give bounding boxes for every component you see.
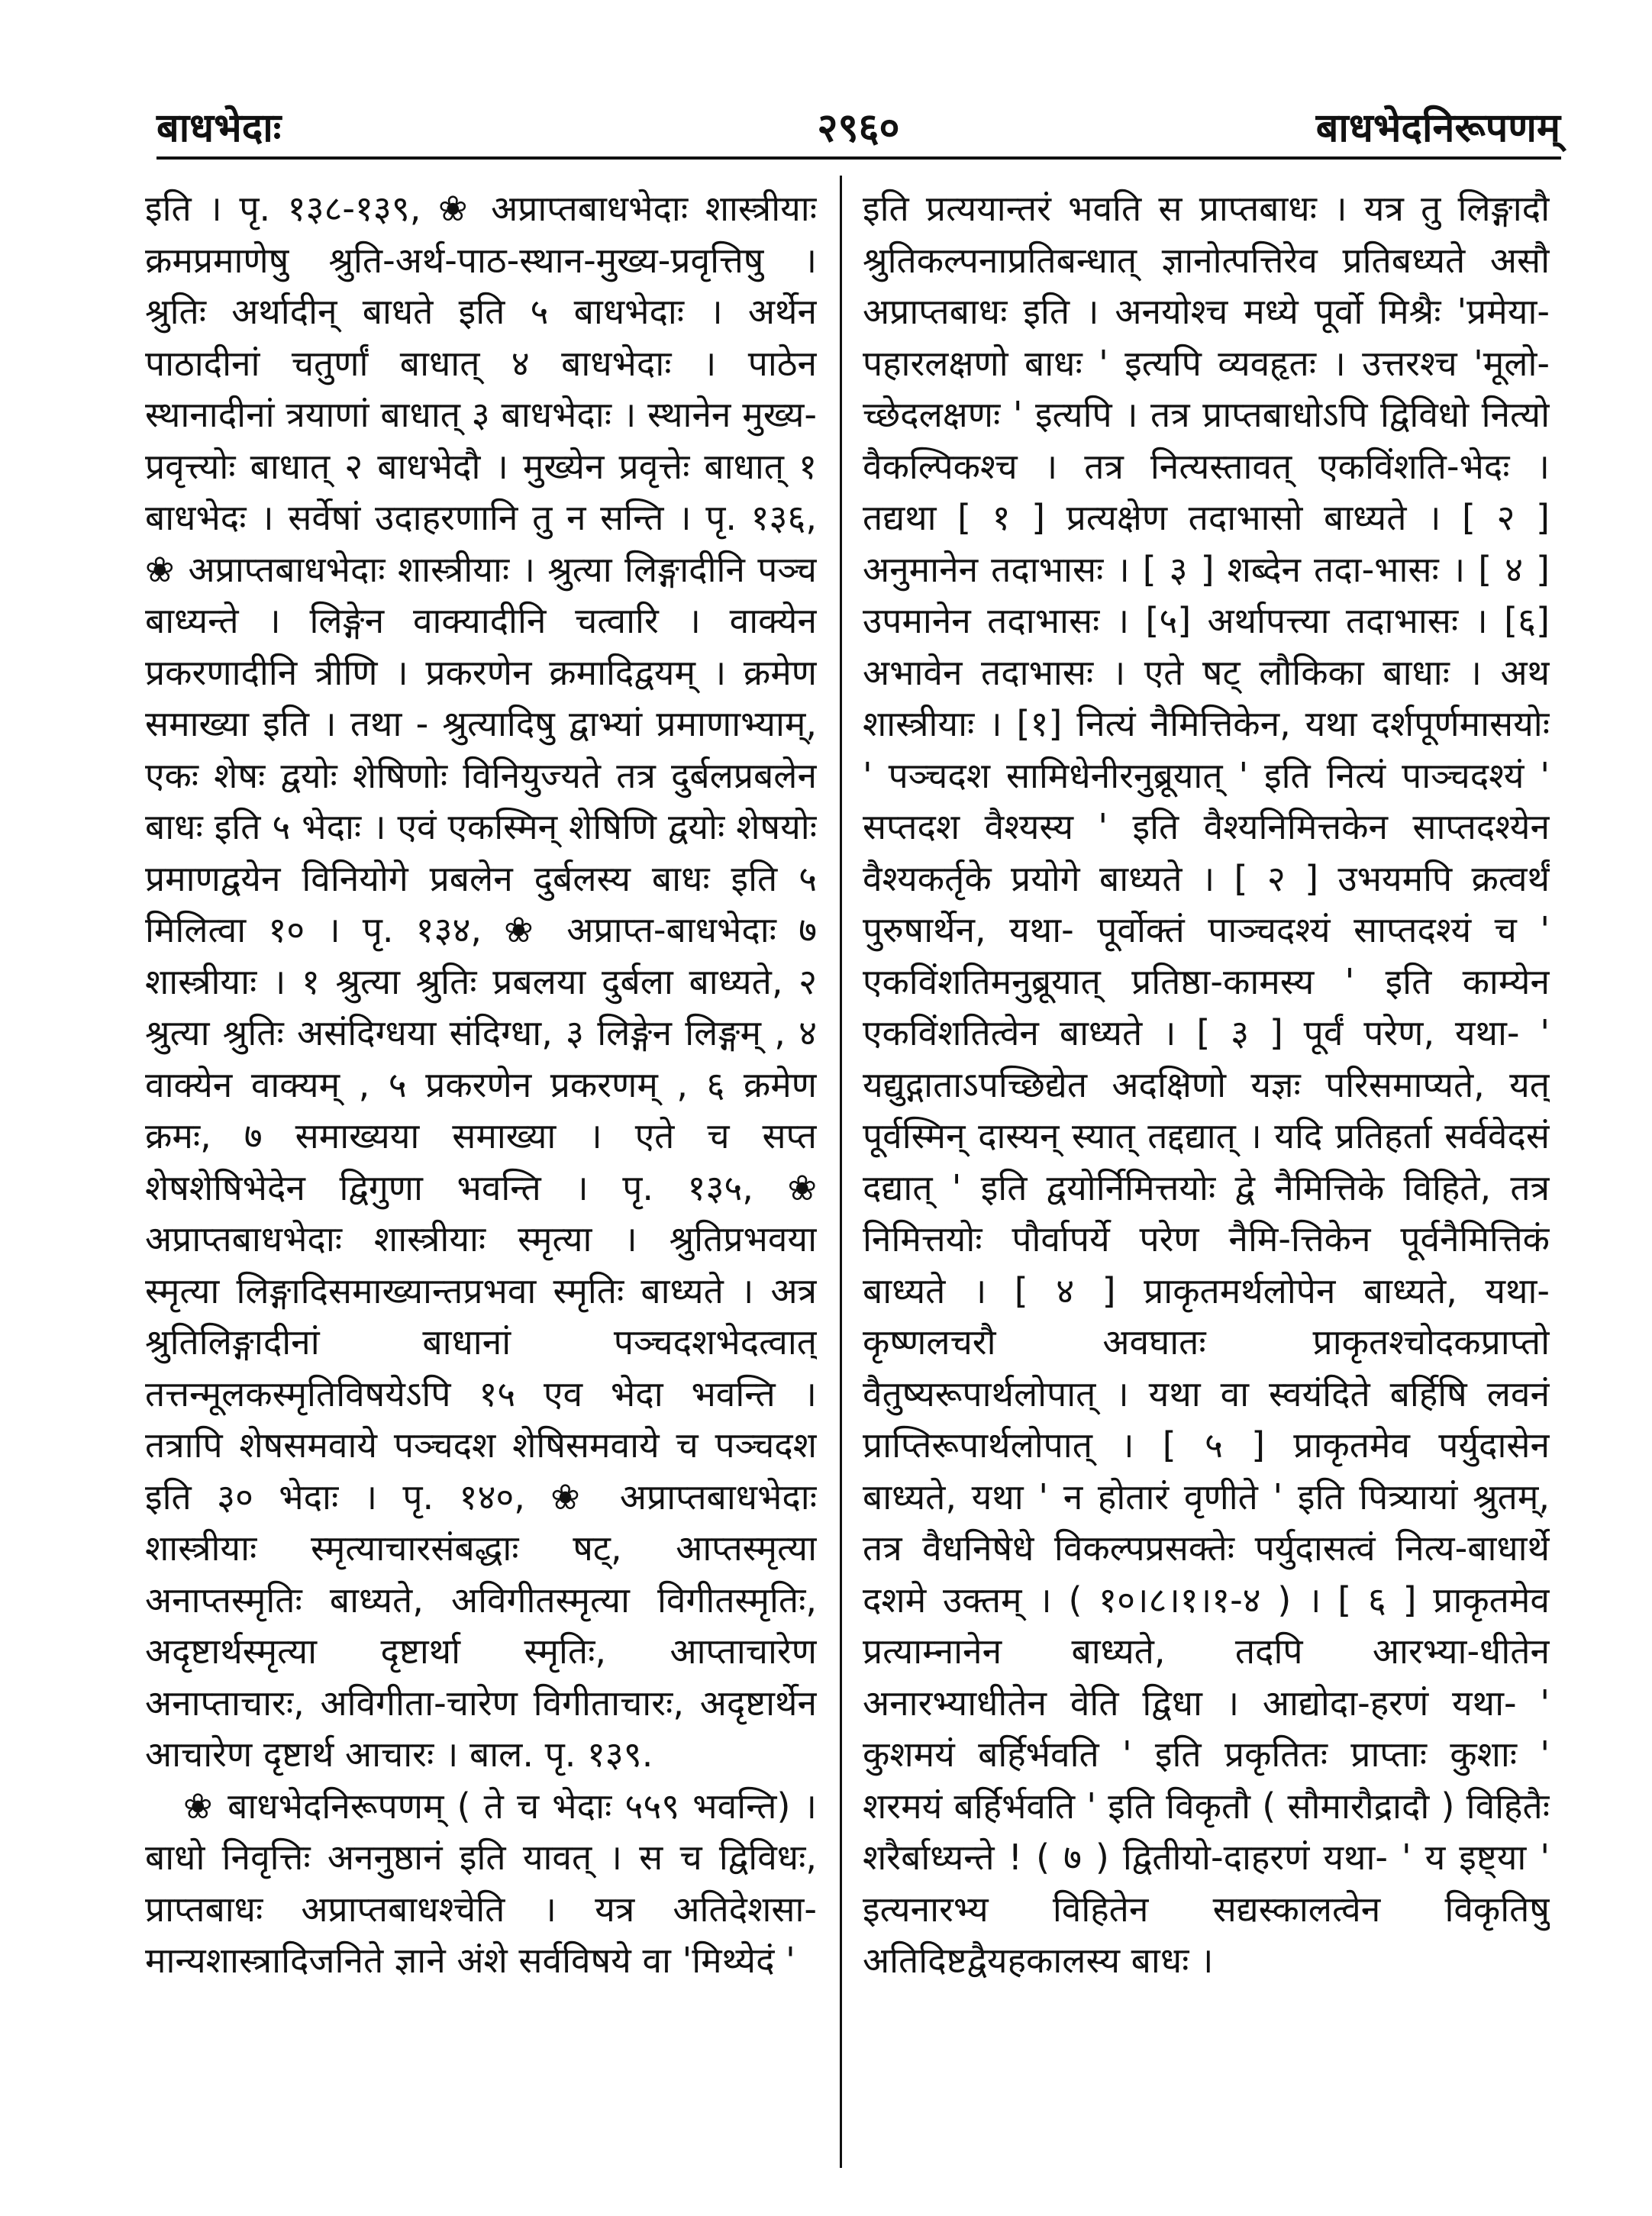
header-right-keyword: बाधभेदनिरूपणम्	[1315, 105, 1560, 151]
left-paragraph-1: इति । पृ. १३८-१३९, ❀ अप्राप्तबाधभेदाः शास्त्रीयाः क्रमप्रमाणेषु श्रुति-अर्थ-पाठ-स्थान-मुख्य-प्रवृत्तिषु । श्रुतिः अर्थादीन् बाधते इति ५ बाधभेदाः । अर्थेन पाठादीनां चतुर्णां बाधात् ४ बाधभेदाः । पाठेन स्थानादीनां त्रयाणां बाधात् ३ बाधभेदाः । स्थानेन मुख्य-प्रवृत्त्योः बाधात् २ बाधभेदौ । मुख्येन प्रवृत्तेः बाधात् १ बाधभेदः । सर्वेषां उदाहरणानि तु न सन्ति । पृ. १३६, ❀ अप्राप्तबाधभेदाः शास्त्रीयाः । श्रुत्या लिङ्गादीनि पञ्च बाध्यन्ते । लिङ्गेन वाक्यादीनि चत्वारि । वाक्येन प्रकरणादीनि त्रीणि । प्रकरणेन क्रमादिद्वयम् । क्रमेण समाख्या इति । तथा - श्रुत्यादिषु द्वाभ्यां प्रमाणाभ्याम्, एकः शेषः द्वयोः शेषिणोः विनियुज्यते तत्र दुर्बलप्रबलेन बाधः इति ५ भेदाः । एवं एकस्मिन् शेषिणि द्वयोः शेषयोः प्रमाणद्वयेन विनियोगे प्रबलेन दुर्बलस्य बाधः इति ५ मिलित्वा १० । पृ. १३४, ❀ अप्राप्त-बाधभेदाः ७ शास्त्रीयाः । १ श्रुत्या श्रुतिः प्रबलया दुर्बला बाध्यते, २ श्रुत्या श्रुतिः असंदिग्धया संदिग्धा, ३ लिङ्गेन लिङ्गम् , ४ वाक्येन वाक्यम् , ५ प्रकरणेन प्रकरणम् , ६ क्रमेण क्रमः, ७ समाख्यया समाख्या । एते च सप्त शेषशेषिभेदेन द्विगुणा भवन्ति । पृ. १३५, ❀ अप्राप्तबाधभेदाः शास्त्रीयाः स्मृत्या । श्रुतिप्रभवया स्मृत्या लिङ्गादिसमाख्यान्तप्रभवा स्मृतिः बाध्यते । अत्र श्रुतिलिङ्गादीनां बाधानां पञ्चदशभेदत्वात् तत्तन्मूलकस्मृतिविषयेऽपि १५ एव भेदा भवन्ति । तत्रापि शेषसमवाये पञ्चदश शेषिसमवाये च पञ्चदश इति ३० भेदाः । पृ. १४०, ❀ अप्राप्तबाधभेदाः शास्त्रीयाः स्मृत्याचारसंबद्धाः षट्, आप्तस्मृत्या अनाप्तस्मृतिः बाध्यते, अविगीतस्मृत्या विगीतस्मृतिः, अदृष्टार्थस्मृत्या दृष्टार्था स्मृतिः, आप्ताचारेण अनाप्ताचारः, अविगीता-चारेण विगीताचारः, अदृष्टार्थेन आचारेण दृष्टार्थ आचारः । बाल. पृ. १३९.	[145, 188, 817, 1775]
right-column	[863, 183, 1550, 2183]
left-paragraph-2: ❀ बाधभेदनिरूपणम् ( ते च भेदाः ५५९ भवन्ति) । बाधो निवृत्तिः अननुष्ठानं इति यावत् । स च द्विविधः, प्राप्तबाधः अप्राप्तबाधश्चेति । यत्र अतिदेशसा-मान्यशास्त्रादिजनिते ज्ञाने अंशे सर्वविषये वा 'मिथ्येदं '	[145, 1785, 817, 1981]
header-left-keyword: बाधभेदाः	[156, 105, 282, 151]
running-header	[156, 92, 1560, 160]
page-number: २९६०	[817, 105, 900, 151]
left-column	[145, 183, 817, 2183]
right-paragraph-1: इति प्रत्ययान्तरं भवति स प्राप्तबाधः । यत्र तु लिङ्गादौ श्रुतिकल्पनाप्रतिबन्धात् ज्ञानोत्पत्तिरेव प्रतिबध्यते असौ अप्राप्तबाधः इति । अनयोश्च मध्ये पूर्वो मिश्रैः 'प्रमेया-पहारलक्षणो बाधः ' इत्यपि व्यवहृतः । उत्तरश्च 'मूलो-च्छेदलक्षणः ' इत्यपि । तत्र प्राप्तबाधोऽपि द्विविधो नित्यो वैकल्पिकश्च । तत्र नित्यस्तावत् एकविंशति-भेदः । तद्यथा [ १ ] प्रत्यक्षेण तदाभासो बाध्यते । [ २ ] अनुमानेन तदाभासः । [ ३ ] शब्देन तदा-भासः । [ ४ ] उपमानेन तदाभासः । [५] अर्थापत्त्या तदाभासः । [६] अभावेन तदाभासः । एते षट् लौकिका बाधाः । अथ शास्त्रीयाः । [१] नित्यं नैमित्तिकेन, यथा दर्शपूर्णमासयोः ' पञ्चदश सामिधेनीरनुब्रूयात् ' इति नित्यं पाञ्चदश्यं ' सप्तदश वैश्यस्य ' इति वैश्यनिमित्तकेन साप्तदश्येन वैश्यकर्तृके प्रयोगे बाध्यते । [ २ ] उभयमपि क्रत्वर्थं पुरुषार्थेन, यथा- पूर्वोक्तं पाञ्चदश्यं साप्तदश्यं च ' एकविंशतिमनुब्रूयात् प्रतिष्ठा-कामस्य ' इति काम्येन एकविंशतित्वेन बाध्यते । [ ३ ] पूर्वं परेण, यथा- ' यद्युद्गाताऽपच्छिद्येत अदक्षिणो यज्ञः परिसमाप्यते, यत् पूर्वस्मिन् दास्यन् स्यात् तद्दद्यात् । यदि प्रतिहर्ता सर्ववेदसं दद्यात् ' इति द्वयोर्निमित्तयोः द्वे नैमित्तिके विहिते, तत्र निमित्तयोः पौर्वापर्ये परेण नैमि-त्तिकेन पूर्वनैमित्तिकं बाध्यते । [ ४ ] प्राकृतमर्थलोपेन बाध्यते, यथा- कृष्णलचरौ अवघातः प्राकृतश्चोदकप्राप्तो वैतुष्यरूपार्थलोपात् । यथा वा स्वयंदिते बर्हिषि लवनं प्राप्तिरूपार्थलोपात् । [ ५ ] प्राकृतमेव पर्युदासेन बाध्यते, यथा ' न होतारं वृणीते ' इति पित्र्यायां श्रुतम्, तत्र वैधनिषेधे विकल्पप्रसक्तेः पर्युदासत्वं नित्य-बाधार्थे दशमे उक्तम् । ( १०।८।१।१-४ ) । [ ६ ] प्राकृतमेव प्रत्याम्नानेन बाध्यते, तदपि आरभ्या-धीतेन अनारभ्याधीतेन वेति द्विधा । आद्योदा-हरणं यथा- ' कुशमयं बर्हिर्भवति ' इति प्रकृतितः प्राप्ताः कुशाः ' शरमयं बर्हिर्भवति ' इति विकृतौ ( सौमारौद्रादौ ) विहितैः शरैर्बाध्यन्ते ! ( ७ ) द्वितीयो-दाहरणं यथा- ' य इष्ट्या ' इत्यनारभ्य विहितेन सद्यस्कालत्वेन विकृतिषु अतिदिष्टद्वैयहकालस्य बाधः ।	[863, 188, 1550, 1981]
header-rule	[156, 156, 1561, 160]
column-divider	[840, 176, 842, 2168]
